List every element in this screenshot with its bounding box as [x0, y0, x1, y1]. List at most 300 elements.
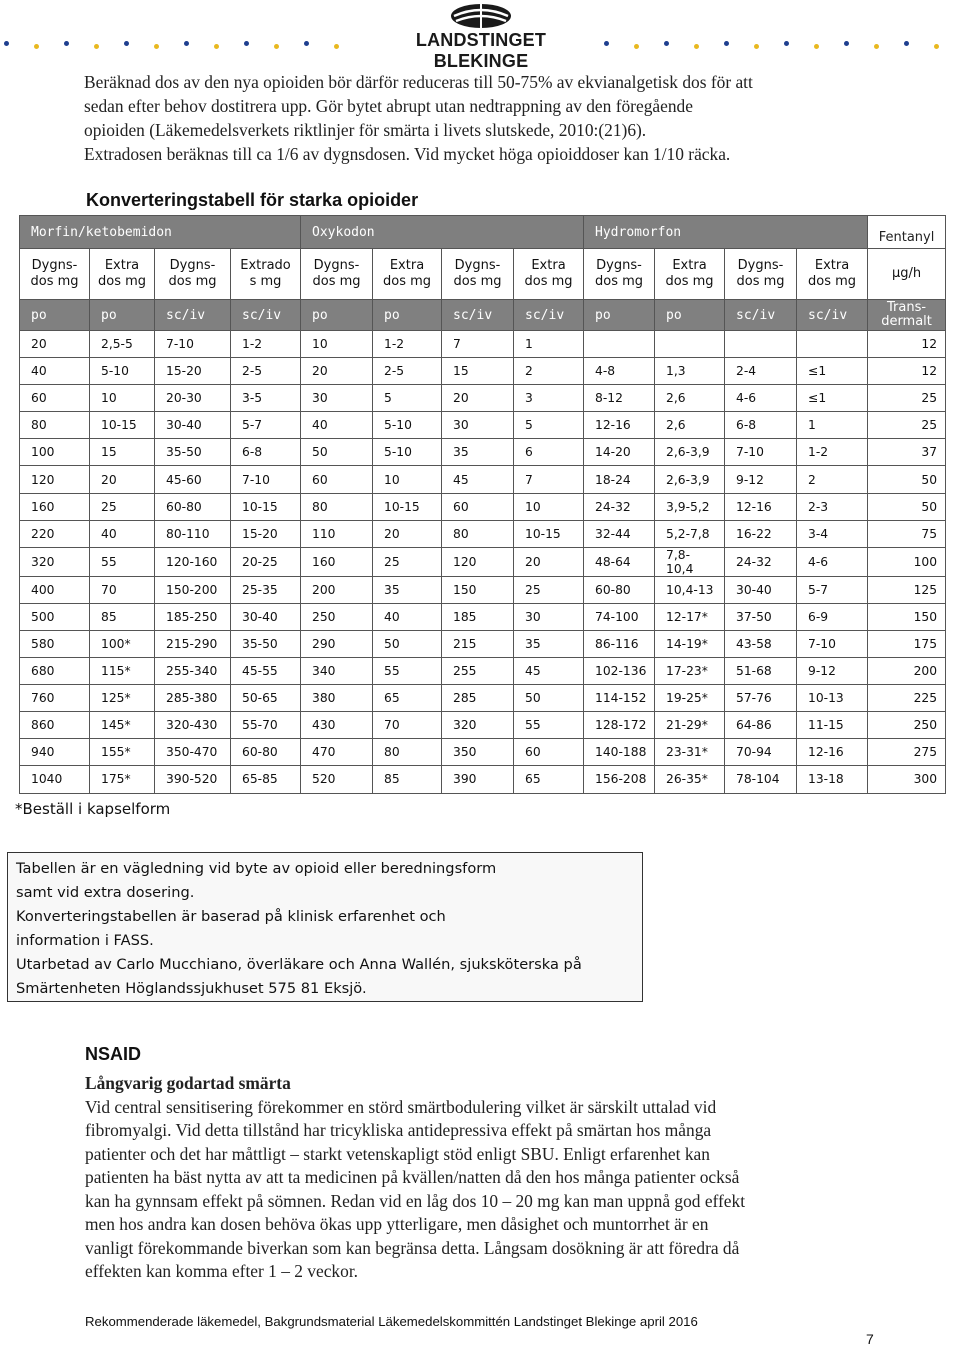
- table-cell: 80: [373, 739, 442, 766]
- table-cell: 580: [20, 630, 90, 657]
- route-cell: sc/iv: [514, 300, 584, 331]
- table-cell: 20: [373, 520, 442, 547]
- table-cell: 10: [90, 385, 155, 412]
- column-header: [155, 249, 231, 300]
- page-number: 7: [866, 1331, 874, 1347]
- table-cell: 12-16: [584, 412, 655, 439]
- table-cell: ≤1: [797, 358, 868, 385]
- table-cell: 55: [90, 547, 155, 576]
- column-header-line: dos mg: [665, 274, 714, 289]
- table-cell: 10-15: [90, 412, 155, 439]
- table-cell: 290: [301, 630, 373, 657]
- table-cell: 215: [442, 630, 514, 657]
- table-cell: 37-50: [725, 603, 797, 630]
- table-cell: 37: [868, 439, 946, 466]
- table-cell: 30: [514, 603, 584, 630]
- table-cell: 2-5: [373, 358, 442, 385]
- table-cell: 200: [868, 658, 946, 685]
- table-cell: 7: [514, 466, 584, 493]
- table-cell: 20-30: [155, 385, 231, 412]
- table-cell: 10,4-13: [655, 576, 725, 603]
- table-cell: 10-13: [797, 685, 868, 712]
- table-cell: 4-6: [725, 385, 797, 412]
- table-cell: 3-5: [231, 385, 301, 412]
- table-cell: 11-15: [797, 712, 868, 739]
- table-cell: 50: [514, 685, 584, 712]
- table-row: [20, 547, 946, 576]
- table-cell: 9-12: [797, 658, 868, 685]
- table-cell: 40: [20, 358, 90, 385]
- table-cell: 320: [20, 547, 90, 576]
- table-cell: 5-7: [797, 576, 868, 603]
- column-header: [442, 249, 514, 300]
- table-cell: 5-10: [373, 412, 442, 439]
- column-header: [301, 249, 373, 300]
- table-cell: 10-15: [514, 520, 584, 547]
- nsaid-line: fibromyalgi. Vid detta tillstånd har tricykliska antidepressiva effekt på smärtan hos många: [85, 1120, 712, 1140]
- table-cell: 390: [442, 766, 514, 793]
- table-cell: 200: [301, 576, 373, 603]
- table-cell: 520: [301, 766, 373, 793]
- table-cell: [797, 331, 868, 358]
- table-cell: 2,5-5: [90, 331, 155, 358]
- table-cell: 80: [301, 493, 373, 520]
- table-cell: 5: [373, 385, 442, 412]
- table-cell: 20: [90, 466, 155, 493]
- table-cell: [655, 331, 725, 358]
- table-cell: 390-520: [155, 766, 231, 793]
- table-cell: 320-430: [155, 712, 231, 739]
- column-header-line: dos mg: [808, 274, 857, 289]
- column-header-line: dos mg: [383, 274, 432, 289]
- header-dot: [814, 44, 819, 49]
- table-cell: 1,3: [655, 358, 725, 385]
- table-cell: 55: [373, 658, 442, 685]
- table-cell: 12-16: [797, 739, 868, 766]
- route-cell: sc/iv: [797, 300, 868, 331]
- table-footnote: *Beställ i kapselform: [15, 800, 171, 818]
- table-cell: 6-8: [725, 412, 797, 439]
- table-cell: 15-20: [231, 520, 301, 547]
- table-cell: 125: [868, 576, 946, 603]
- table-cell: 150: [442, 576, 514, 603]
- table-row: [20, 331, 946, 358]
- table-cell: 10-15: [231, 493, 301, 520]
- table-cell: 25: [373, 547, 442, 576]
- column-header-line: Extra: [389, 258, 425, 273]
- table-title: Konverteringstabell för starka opioider: [86, 190, 419, 210]
- table-cell: 80: [442, 520, 514, 547]
- table-cell: 1: [797, 412, 868, 439]
- header-dot: [604, 41, 609, 46]
- column-header-line: dos mg: [312, 274, 361, 289]
- table-cell: 340: [301, 658, 373, 685]
- header-dot: [4, 41, 9, 46]
- table-cell: 60-80: [231, 739, 301, 766]
- table-cell: 50-65: [231, 685, 301, 712]
- table-row: [20, 712, 946, 739]
- table-cell: 6: [514, 439, 584, 466]
- table-cell: 6-9: [797, 603, 868, 630]
- table-cell: 128-172: [584, 712, 655, 739]
- table-cell: 2-3: [797, 493, 868, 520]
- table-route-row: [20, 300, 946, 331]
- table-row: [20, 493, 946, 520]
- table-cell: 12: [868, 358, 946, 385]
- table-cell: 760: [20, 685, 90, 712]
- table-cell: 60: [301, 466, 373, 493]
- table-cell: 120-160: [155, 547, 231, 576]
- table-cell: 255-340: [155, 658, 231, 685]
- table-row: [20, 603, 946, 630]
- intro-line: Extradosen beräknas till ca 1/6 av dygnsdosen. Vid mycket höga opioiddoser kan 1/10 räcka.: [84, 144, 731, 164]
- table-cell: 2-5: [231, 358, 301, 385]
- column-header-line: Extra: [672, 258, 707, 273]
- table-cell: 2: [514, 358, 584, 385]
- table-cell: 25-35: [231, 576, 301, 603]
- group-hydromorfon: Hydromorfon: [584, 216, 868, 249]
- table-cell: 25: [868, 385, 946, 412]
- header-dot: [754, 44, 759, 49]
- table-cell: 12-16: [725, 493, 797, 520]
- table-row: [20, 766, 946, 793]
- header-dot: [874, 44, 879, 49]
- column-header-line: µg/h: [891, 266, 922, 281]
- table-cell: 80-110: [155, 520, 231, 547]
- table-row: [20, 385, 946, 412]
- info-box: [7, 852, 643, 1002]
- column-header: [797, 249, 868, 300]
- header-dot: [334, 44, 339, 49]
- table-cell: 7-10: [797, 630, 868, 657]
- header-dot: [844, 41, 849, 46]
- table-cell: 5-10: [90, 358, 155, 385]
- table-cell: 3: [514, 385, 584, 412]
- table-cell: 140-188: [584, 739, 655, 766]
- page-footer: Rekommenderade läkemedel, Bakgrundsmaterial Läkemedelskommittén Landstinget Blekinge april 2016: [85, 1314, 698, 1329]
- table-cell: 8-12: [584, 385, 655, 412]
- route-cell-fentanyl: [868, 300, 946, 331]
- table-cell: 20-25: [231, 547, 301, 576]
- header-dot: [94, 44, 99, 49]
- table-cell: 32-44: [584, 520, 655, 547]
- table-cell: 10: [514, 493, 584, 520]
- table-cell: 380: [301, 685, 373, 712]
- table-cell: 150-200: [155, 576, 231, 603]
- route-fentanyl-line: dermalt: [881, 314, 932, 329]
- header-dot: [904, 41, 909, 46]
- table-cell: 15: [90, 439, 155, 466]
- table-cell: 1: [514, 331, 584, 358]
- table-cell: 2,6: [655, 412, 725, 439]
- column-header-line: Extra: [104, 258, 140, 273]
- info-line: Konverteringstabellen är baserad på klinisk erfarenhet och: [16, 908, 446, 925]
- table-cell: 250: [868, 712, 946, 739]
- table-cell: 57-76: [725, 685, 797, 712]
- table-cell: 55: [514, 712, 584, 739]
- table-group-header-row: [20, 216, 946, 249]
- header-dot: [304, 41, 309, 46]
- table-cell: 30-40: [725, 576, 797, 603]
- column-header-line: Extra: [531, 258, 566, 273]
- table-cell: 2: [797, 466, 868, 493]
- column-header-line: Dygns-: [596, 258, 642, 273]
- ship-logo-icon: [448, 2, 514, 30]
- table-cell: 10: [301, 331, 373, 358]
- table-cell: 350: [442, 739, 514, 766]
- header-dot: [634, 44, 639, 49]
- column-header-line: dos mg: [595, 274, 644, 289]
- conversion-table: [19, 215, 946, 794]
- column-header-line: Dygns-: [454, 258, 501, 273]
- table-cell: 5: [514, 412, 584, 439]
- table-cell: 1-2: [231, 331, 301, 358]
- route-cell: sc/iv: [725, 300, 797, 331]
- table-cell: 35-50: [155, 439, 231, 466]
- table-cell: 150: [868, 603, 946, 630]
- nsaid-heading: NSAID: [85, 1044, 142, 1064]
- table-cell: 40: [90, 520, 155, 547]
- column-header-line: dos mg: [453, 274, 502, 289]
- table-cell: 185-250: [155, 603, 231, 630]
- table-cell: 70-94: [725, 739, 797, 766]
- table-cell: 25: [90, 493, 155, 520]
- table-cell: 20: [442, 385, 514, 412]
- table-cell: 74-100: [584, 603, 655, 630]
- table-cell: 680: [20, 658, 90, 685]
- table-row: [20, 466, 946, 493]
- table-cell: 65: [373, 685, 442, 712]
- table-cell: 500: [20, 603, 90, 630]
- table-cell: 25: [514, 576, 584, 603]
- table-cell: 300: [868, 766, 946, 793]
- logo-text: LANDSTINGET BLEKINGE: [415, 30, 547, 71]
- route-cell: sc/iv: [155, 300, 231, 331]
- header-dot: [214, 44, 219, 49]
- column-header-line: dos mg: [524, 274, 573, 289]
- table-cell: 35: [442, 439, 514, 466]
- table-cell: 50: [868, 493, 946, 520]
- table-cell: 30-40: [231, 603, 301, 630]
- table-row: [20, 358, 946, 385]
- table-cell: 10-15: [373, 493, 442, 520]
- table-cell: 7-10: [725, 439, 797, 466]
- nsaid-line: Vid central sensitisering förekommer en störd smärtbodulering vilket är särskilt uttalad vid: [85, 1096, 717, 1117]
- table-cell: 2,6: [655, 385, 725, 412]
- table-cell: 9-12: [725, 466, 797, 493]
- table-cell: 160: [301, 547, 373, 576]
- header-dot: [664, 41, 669, 46]
- column-header-line: Dygns-: [313, 258, 360, 273]
- table-cell: 12-17*: [655, 603, 725, 630]
- nsaid-section: [85, 1072, 885, 1284]
- route-fentanyl-line: Trans-: [887, 300, 927, 315]
- table-row: [20, 685, 946, 712]
- table-cell: 100*: [90, 630, 155, 657]
- table-cell: 18-24: [584, 466, 655, 493]
- group-oxykodon: Oxykodon: [301, 216, 584, 249]
- table-cell: 940: [20, 739, 90, 766]
- column-header-line: Extra: [814, 258, 850, 273]
- table-cell: 78-104: [725, 766, 797, 793]
- nsaid-line: patienter och det har måttligt – starkt vetenskapligt stöd enligt SBU. Enligt erfarenhet kan: [85, 1143, 710, 1164]
- table-cell: 60: [514, 739, 584, 766]
- table-cell: 20: [20, 331, 90, 358]
- nsaid-subheading: Långvarig godartad smärta: [85, 1073, 291, 1093]
- header-dot: [244, 41, 249, 46]
- table-row: [20, 630, 946, 657]
- intro-paragraph: [84, 70, 884, 166]
- table-cell: 86-116: [584, 630, 655, 657]
- table-cell: 1040: [20, 766, 90, 793]
- column-header-line: dos mg: [97, 274, 147, 289]
- table-cell: 21-29*: [655, 712, 725, 739]
- intro-line: Beräknad dos av den nya opioiden bör därför reduceras till 50-75% av ekvianalgetisk dos för att: [84, 72, 753, 92]
- table-cell: 50: [868, 466, 946, 493]
- table-cell: 275: [868, 739, 946, 766]
- header-dot: [34, 44, 39, 49]
- table-cell: 40: [301, 412, 373, 439]
- table-cell: 120: [442, 547, 514, 576]
- table-cell: 1-2: [373, 331, 442, 358]
- nsaid-line: men hos andra kan dosen behöva ökas upp ytterligare, men dåsighet och muntorrhet är en: [85, 1214, 709, 1234]
- table-cell: 43-58: [725, 630, 797, 657]
- header-dot: [184, 41, 189, 46]
- table-row: [20, 412, 946, 439]
- table-cell: 145*: [90, 712, 155, 739]
- group-fentanyl: Fentanyl: [868, 216, 946, 249]
- table-cell: 30-40: [155, 412, 231, 439]
- column-header-line: Dygns-: [737, 258, 784, 273]
- table-cell: 35: [373, 576, 442, 603]
- table-cell: 85: [373, 766, 442, 793]
- route-cell: sc/iv: [442, 300, 514, 331]
- table-cell: 65: [514, 766, 584, 793]
- header-dot: [784, 41, 789, 46]
- table-cell: 45-60: [155, 466, 231, 493]
- table-cell: 350-470: [155, 739, 231, 766]
- table-cell: [725, 331, 797, 358]
- nsaid-line: effekten kan komma efter 1 – 2 veckor.: [85, 1261, 358, 1281]
- route-cell: po: [655, 300, 725, 331]
- table-cell: 19-25*: [655, 685, 725, 712]
- table-cell: 175*: [90, 766, 155, 793]
- nsaid-line: vanligt förekommande biverkan som kan begränsa detta. Långsam dosökning är att föredra då: [85, 1237, 740, 1258]
- column-header: [725, 249, 797, 300]
- column-header: [514, 249, 584, 300]
- table-cell: 220: [20, 520, 90, 547]
- table-cell: 24-32: [725, 547, 797, 576]
- table-cell: 175: [868, 630, 946, 657]
- column-header-line: Dygns-: [169, 258, 216, 273]
- table-cell: 100: [868, 547, 946, 576]
- table-cell: 20: [514, 547, 584, 576]
- table-cell: 114-152: [584, 685, 655, 712]
- table-cell: 24-32: [584, 493, 655, 520]
- route-cell: po: [584, 300, 655, 331]
- table-row: [20, 739, 946, 766]
- table-cell: 14-19*: [655, 630, 725, 657]
- column-header-line: dos mg: [30, 274, 79, 289]
- table-cell: 75: [868, 520, 946, 547]
- header-dot: [64, 41, 69, 46]
- nsaid-line: kan ha gynnsam effekt på sömnen. Redan vid en låg dos 10 – 20 mg kan man uppnå god effekt: [85, 1190, 746, 1211]
- table-row: [20, 520, 946, 547]
- table-cell: 48-64: [584, 547, 655, 576]
- table-cell: 5-10: [373, 439, 442, 466]
- table-cell: 225: [868, 685, 946, 712]
- table-cell: 16-22: [725, 520, 797, 547]
- table-cell: 60: [20, 385, 90, 412]
- header-dot: [274, 44, 279, 49]
- nsaid-line: patienten ha bäst nytta av att ta medicinen på kvällen/natten då den hos många patienter också: [85, 1167, 740, 1187]
- table-cell: 50: [373, 630, 442, 657]
- table-cell: 156-208: [584, 766, 655, 793]
- table-cell: 15: [442, 358, 514, 385]
- table-cell: 45: [442, 466, 514, 493]
- table-cell: 26-35*: [655, 766, 725, 793]
- group-morfin: Morfin/ketobemidon: [20, 216, 301, 249]
- intro-line: opioiden (Läkemedelsverkets riktlinjer för smärta i livets slutskede, 2010:(21)6).: [84, 120, 647, 140]
- info-line: information i FASS.: [16, 932, 154, 949]
- intro-line: sedan efter behov dostitrera upp. Gör bytet abrupt utan nedtrappning av den föregående: [84, 96, 693, 116]
- column-header: [231, 249, 301, 300]
- table-cell: 70: [373, 712, 442, 739]
- table-cell: 10: [373, 466, 442, 493]
- table-cell: 7-10: [231, 466, 301, 493]
- table-cell: 25: [868, 412, 946, 439]
- table-cell: 20: [301, 358, 373, 385]
- column-header-line: s mg: [249, 274, 282, 289]
- table-cell: 2,6-3,9: [655, 466, 725, 493]
- table-cell: 60-80: [584, 576, 655, 603]
- table-cell: 320: [442, 712, 514, 739]
- table-cell: ≤1: [797, 385, 868, 412]
- table-cell: 7,8- 10,4: [655, 547, 725, 576]
- column-header: [584, 249, 655, 300]
- table-cell: [584, 331, 655, 358]
- table-cell: 12: [868, 331, 946, 358]
- table-cell: 50: [301, 439, 373, 466]
- table-cell: 23-31*: [655, 739, 725, 766]
- route-cell: po: [90, 300, 155, 331]
- column-header: [20, 249, 90, 300]
- table-cell: 60: [442, 493, 514, 520]
- table-cell: 64-86: [725, 712, 797, 739]
- table-cell: 2,6-3,9: [655, 439, 725, 466]
- table-cell: 400: [20, 576, 90, 603]
- landstinget-logo: [376, 0, 586, 71]
- route-cell: po: [20, 300, 90, 331]
- header-dot: [724, 41, 729, 46]
- table-cell: 250: [301, 603, 373, 630]
- table-cell: 7: [442, 331, 514, 358]
- table-cell: 40: [373, 603, 442, 630]
- table-cell: 85: [90, 603, 155, 630]
- column-header-line: dos mg: [736, 274, 785, 289]
- table-cell: 60-80: [155, 493, 231, 520]
- table-cell: 430: [301, 712, 373, 739]
- table-cell: 255: [442, 658, 514, 685]
- table-subheader-row: [20, 249, 946, 300]
- table-cell: 115*: [90, 658, 155, 685]
- table-cell: 5,2-7,8: [655, 520, 725, 547]
- table-cell: 15-20: [155, 358, 231, 385]
- table-cell: 110: [301, 520, 373, 547]
- table-cell: 3-4: [797, 520, 868, 547]
- column-header-line: dos mg: [168, 274, 217, 289]
- table-cell: 51-68: [725, 658, 797, 685]
